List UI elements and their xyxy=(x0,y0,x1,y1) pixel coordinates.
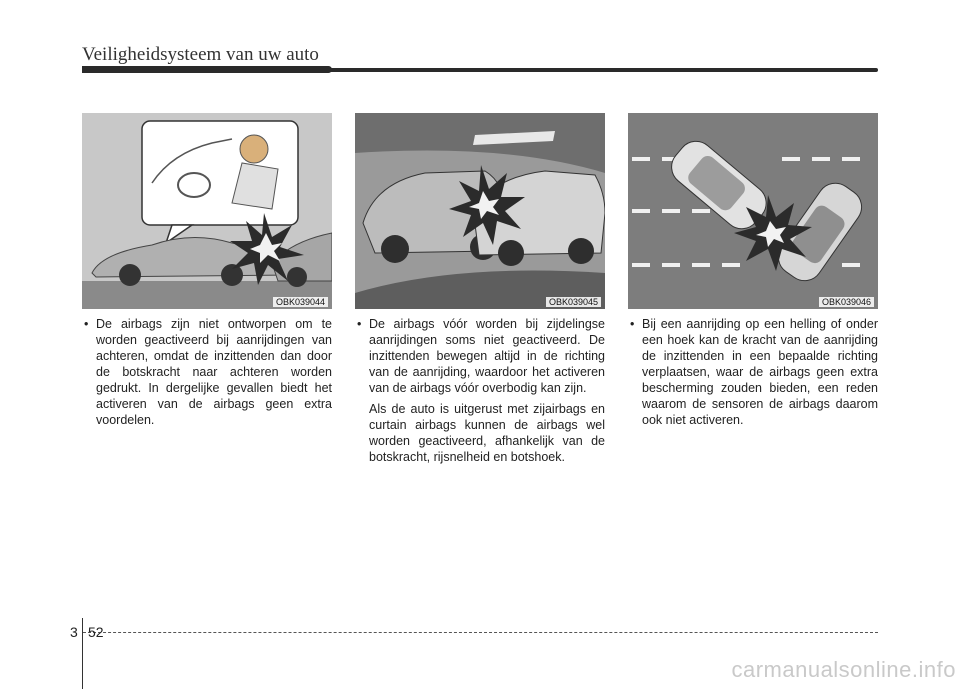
bullet-marker: • xyxy=(84,317,89,331)
footer-vertical-rule xyxy=(82,618,83,689)
text-column-2 xyxy=(355,316,605,465)
page-header-title: Veiligheidsysteem van uw auto xyxy=(82,44,319,65)
section-number: 3 xyxy=(70,624,78,640)
header-rule-accent xyxy=(82,66,332,73)
bullet-marker: • xyxy=(357,317,362,331)
text-column-1 xyxy=(82,316,332,428)
bullet-marker: • xyxy=(630,317,635,331)
bullet-item xyxy=(82,316,332,428)
figure-caption: OBK039046 xyxy=(819,297,874,307)
bullet-item xyxy=(628,316,878,428)
figure-angle-collision xyxy=(628,113,878,309)
figure-caption: OBK039044 xyxy=(273,297,328,307)
watermark: carmanualsonline.info xyxy=(731,657,956,682)
page-number: 52 xyxy=(88,624,104,640)
bullet-item xyxy=(355,316,605,396)
figure-caption: OBK039045 xyxy=(546,297,601,307)
paragraph: Als de auto is uitgerust met zijairbags en curtain airbags kunnen de airbags wel worden geactiveerd, afhankelijk van de botskracht, rijsnelheid en botshoek. xyxy=(369,402,605,464)
figure-side-collision xyxy=(355,113,605,309)
bullet-text: De airbags vóór worden bij zijdelingse aanrijdingen soms niet geactiveerd. De inzittenden bewegen altijd in de richting van de aanrijding, waardoor het activeren van de airbags vóór overbodig kan zijn. xyxy=(369,317,605,395)
angle-collision-illustration xyxy=(628,113,878,309)
text-column-3 xyxy=(628,316,878,428)
footer-dashed-rule xyxy=(83,632,878,633)
bullet-text: De airbags zijn niet ontworpen om te worden geactiveerd bij aanrijdingen van achteren, omdat de inzittenden dan door de botskracht naar achteren worden gedrukt. In dergelijke gevallen biedt het activeren van de airbags geen extra voordelen. xyxy=(96,317,332,427)
figure-rear-collision xyxy=(82,113,332,309)
side-collision-illustration xyxy=(355,113,605,309)
rear-collision-illustration xyxy=(82,113,332,309)
bullet-text: Bij een aanrijding op een helling of onder een hoek kan de kracht van de aanrijding de inzittenden in een bepaalde richting verplaatsen, waar de airbags geen extra bescherming zouden bieden, een reden waarom de sensoren de airbags daarom ook niet activeren. xyxy=(642,317,878,427)
